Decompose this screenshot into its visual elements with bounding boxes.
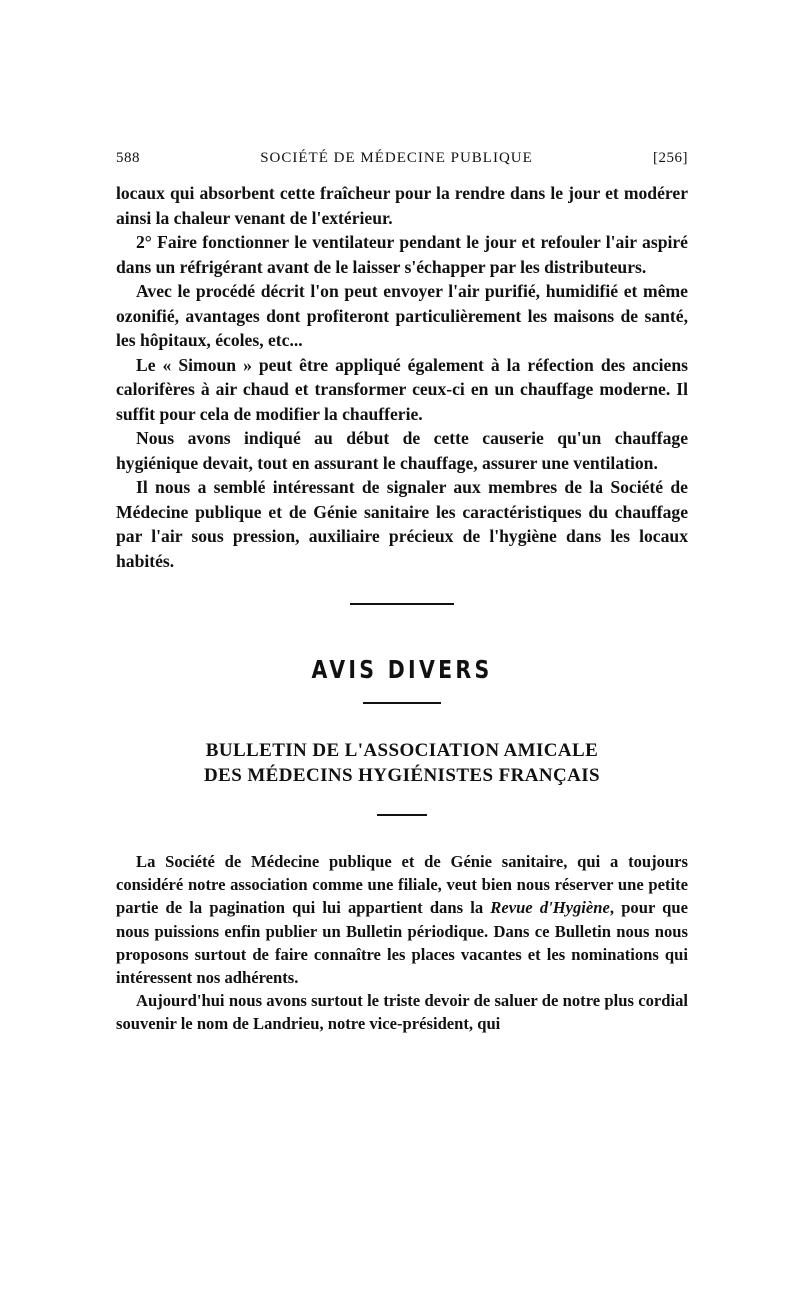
paragraph: 2° Faire fonctionner le ventilateur pendant le jour et refouler l'air aspiré dans un réfrigérant avant de le laisser s'échapper par les distributeurs. — [116, 232, 688, 277]
text-run: La Société de Médecine publique et de Génie sanitaire, qui a toujours considéré notre association comme une filiale, veut bien nous réserver une petite partie de la pagination qui lui appartient dans la — [116, 852, 688, 918]
divider-rule — [363, 702, 441, 704]
document-page — [116, 150, 688, 1036]
running-title: SOCIÉTÉ DE MÉDECINE PUBLIQUE — [260, 150, 533, 166]
text-run: , pour que nous puissions enfin publier un Bulletin périodique. Dans ce Bulletin nous nous proposons surtout de faire connaître les places vacantes et les nominations qui intéressent nos adhérents. — [116, 898, 689, 988]
journal-title: Revue d'Hygiène — [490, 898, 610, 918]
paragraph: Avec le procédé décrit l'on peut envoyer l'air purifié, humidifié et même ozonifié, avantages dont profiteront particulièrement les maisons de santé, les hôpitaux, écoles, etc... — [116, 281, 688, 350]
bracket-page-number: [256] — [652, 150, 688, 166]
divider-rule — [377, 814, 427, 816]
subtitle-line: BULLETIN DE L'ASSOCIATION AMICALE — [205, 740, 599, 761]
bulletin-text — [116, 850, 688, 1036]
paragraph: Le « Simoun » peut être appliqué également à la réfection des anciens calorifères à air chaud et transformer ceux-ci en un chauffage moderne. Il suffit pour cela de modifier la chaufferie. — [116, 354, 688, 424]
paragraph: Aujourd'hui nous avons surtout le triste devoir de saluer de notre plus cordial souvenir le nom de Landrieu, notre vice-président, qui — [116, 991, 688, 1034]
divider-rule — [350, 603, 454, 605]
paragraph: Il nous a semblé intéressant de signaler aux membres de la Société de Médecine publique et de Génie sanitaire les caractéristiques du chauffage par l'air sous pression, auxiliaire précieux de l'hygiène dans les locaux habités. — [116, 477, 688, 571]
page-number: 588 — [116, 150, 140, 166]
paragraph: locaux qui absorbent cette fraîcheur pour la rendre dans le jour et modérer ainsi la chaleur venant de l'extérieur. — [116, 183, 688, 228]
running-head — [116, 150, 688, 167]
section-subtitle — [116, 738, 688, 788]
subtitle-line: DES MÉDECINS HYGIÉNISTES FRANÇAIS — [204, 765, 600, 786]
continued-article — [116, 181, 688, 573]
section-title: AVIS DIVERS — [311, 655, 493, 684]
paragraph: Nous avons indiqué au début de cette causerie qu'un chauffage hygiénique devait, tout en assurant le chauffage, assurer une ventilation. — [116, 428, 688, 473]
paragraph — [116, 850, 688, 989]
